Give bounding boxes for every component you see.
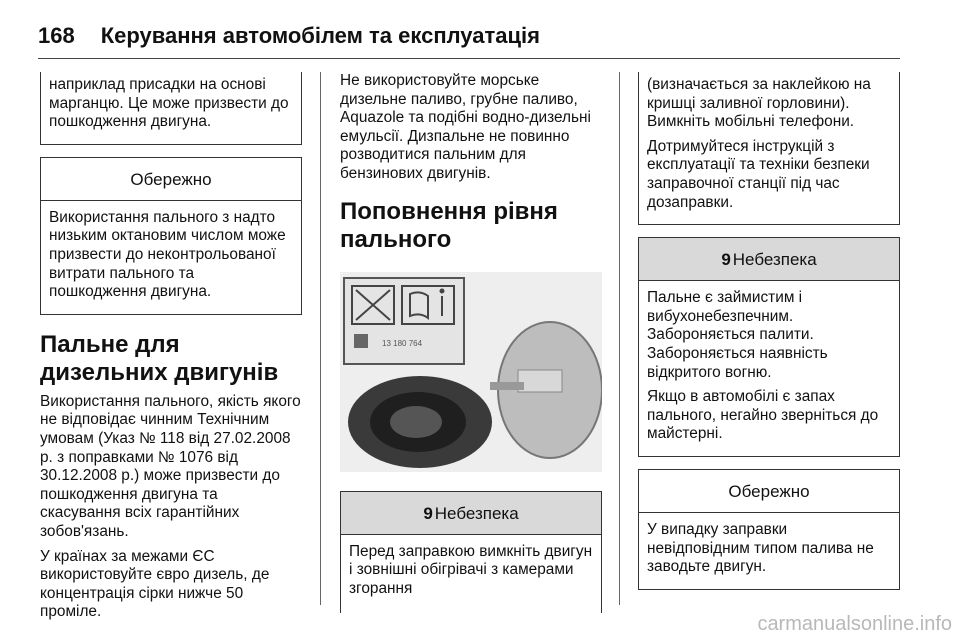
column-2 bbox=[340, 72, 602, 613]
page-title: Керування автомобілем та експлуатація bbox=[100, 23, 540, 48]
continued-box bbox=[638, 72, 900, 225]
caution-box bbox=[40, 157, 302, 315]
danger-box-text-1: Пальне є займистим і вибухонебезпечним. Забороняється палити. Забороняється наявність відкритого вогню. bbox=[647, 289, 828, 381]
fuel-pump-icon bbox=[354, 334, 368, 348]
danger-box-title: Небезпека bbox=[732, 250, 817, 270]
column-divider bbox=[619, 72, 620, 605]
diesel-para-2: У країнах за межами ЄС використовуйте євро дизель, де концентрація сірки нижче 50 проміле. bbox=[40, 547, 270, 621]
danger-box-text-2: Якщо в автомобілі є запах пального, негайно зверніться до майстерні. bbox=[647, 388, 879, 443]
warning-triangle-icon: 9 bbox=[423, 503, 433, 523]
continued-box bbox=[40, 72, 302, 145]
fuel-filler-illustration bbox=[340, 272, 602, 472]
continued-box-text-1: (визначається за наклейкою на кришці заливної горловини). Вимкніть мобільні телефони. bbox=[647, 76, 871, 131]
page-number: 168 bbox=[38, 23, 75, 48]
danger-box bbox=[638, 237, 900, 457]
caution-box bbox=[638, 469, 900, 590]
figure-code: 13 180 764 bbox=[382, 338, 423, 348]
continued-box-text-2: Дотримуйтеся інструкцій з експлуатації та техніки безпеки заправочної станції під час дозаправки. bbox=[647, 137, 870, 211]
refuelling-heading: Поповнення рівня пального bbox=[340, 197, 558, 253]
diesel-fuel-heading: Пальне для дизельних двигунів bbox=[40, 330, 279, 386]
caution-box-title: Обережно bbox=[41, 158, 301, 201]
page-header bbox=[38, 14, 900, 59]
caution-box-text: У випадку заправки невідповідним типом палива не заводьте двигун. bbox=[647, 520, 874, 576]
danger-box-header bbox=[341, 492, 601, 535]
danger-box-title: Небезпека bbox=[434, 503, 519, 523]
column-divider bbox=[320, 72, 321, 605]
continued-box-text: наприклад присадки на основі марганцю. Це може призвести до пошкодження двигуна. bbox=[49, 76, 289, 131]
caution-box-text: Використання пального з надто низьким октановим числом може призвести до неконтрольованої витрати пального та пошкодження двигуна. bbox=[49, 208, 286, 301]
marine-diesel-paragraph: Не використовуйте морське дизельне паливо, грубне паливо, Aquazole та подібні водно-дизельні емульсії. Дизпальне не повинно розводитися пальним для бензинових двигунів. bbox=[340, 72, 591, 182]
danger-box-header bbox=[639, 238, 899, 281]
watermark: carmanualsonline.info bbox=[757, 613, 952, 635]
caution-box-title: Обережно bbox=[639, 470, 899, 513]
danger-box-text: Перед заправкою вимкніть двигун і зовнішні обігрівачі з камерами згорання bbox=[349, 542, 593, 597]
column-1 bbox=[40, 72, 302, 628]
danger-box bbox=[340, 491, 602, 613]
warning-triangle-icon: 9 bbox=[721, 250, 731, 270]
sticker-panel bbox=[344, 278, 464, 364]
diesel-para-1: Використання пального, якість якого не відповідає чинним Технічним умовам (Указ № 118 від 27.02.2008 р. з поправками № 1076 від 30.12.2008 р.) може призвести до пошкодження двигуна та скасування всіх гарантійних зобов'язань. bbox=[40, 392, 301, 540]
column-3 bbox=[638, 72, 900, 590]
